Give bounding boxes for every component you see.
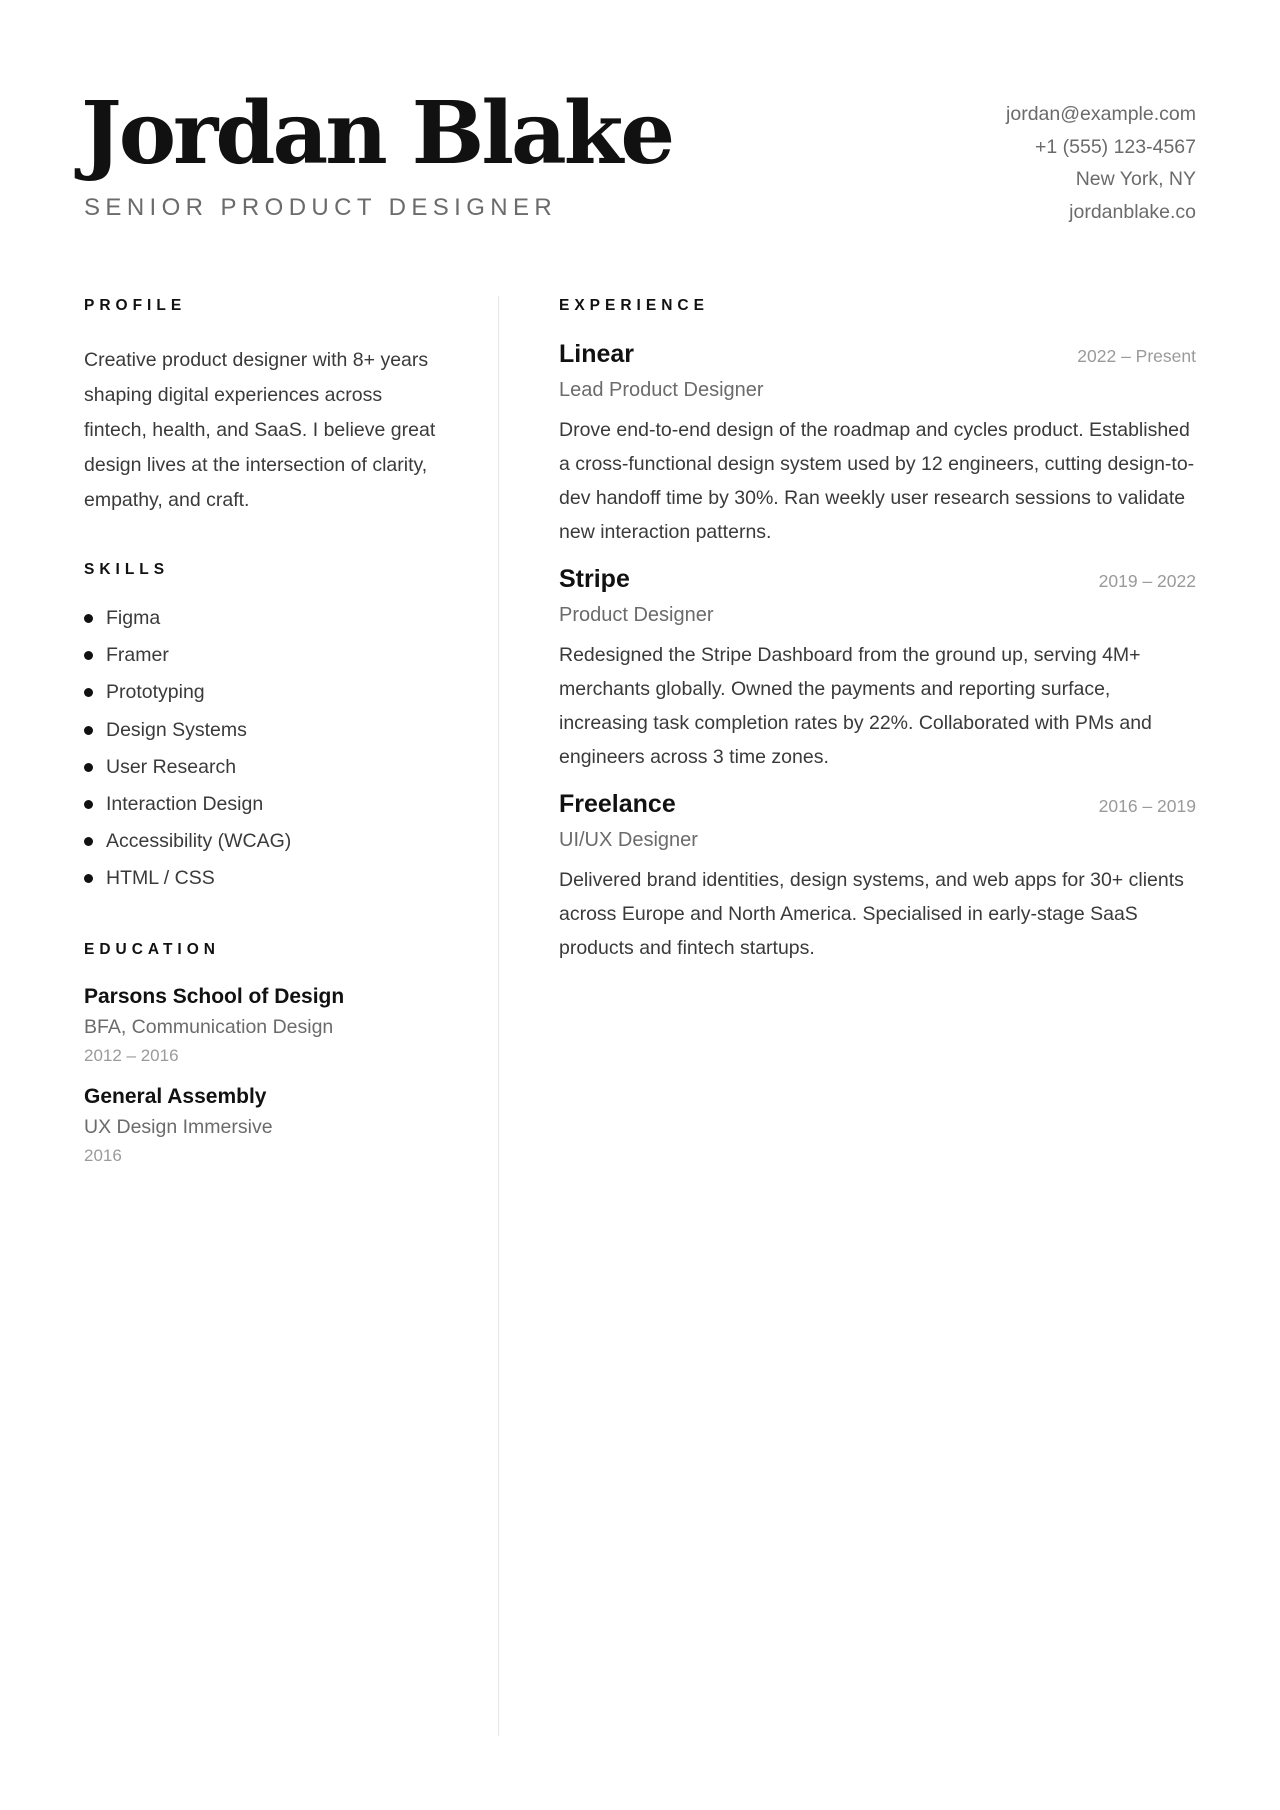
- job-description: Drove end-to-end design of the roadmap and cycles product. Established a cross-functional design system used by 12 engineers, cutting design-to-dev handoff time by 30%. Ran weekly user research sessions to validate new interaction patterns.: [559, 419, 1195, 543]
- education-entry: [84, 1082, 444, 1170]
- skill-label: Design Systems: [106, 718, 247, 741]
- skill-label: Prototyping: [106, 681, 205, 704]
- skill-item: [84, 674, 444, 711]
- employment-dates: 2019 – 2022: [1098, 571, 1196, 591]
- experience-section: [559, 296, 1196, 965]
- skill-item: [84, 749, 444, 786]
- candidate-name: Jordan Blake: [81, 83, 673, 184]
- job-description: Delivered brand identities, design systems, and web apps for 30+ clients across Europe and North America. Specialised in early-stage SaaS products and fintech startups.: [559, 869, 1184, 959]
- experience-header: [559, 786, 1196, 822]
- job-description: Redesigned the Stripe Dashboard from the ground up, serving 4M+ merchants globally. Owned the payments and reporting surface, increasing task completion rates by 22%. Collaborated with PMs and engineers across 3 time zones.: [559, 644, 1152, 768]
- right-column: [559, 296, 1196, 965]
- education-years: 2012 – 2016: [84, 1045, 179, 1065]
- employment-dates: 2016 – 2019: [1098, 796, 1196, 816]
- experience-heading: EXPERIENCE: [559, 297, 709, 314]
- job-role: Lead Product Designer: [559, 379, 764, 401]
- resume-page: [81, 0, 1196, 1810]
- company-name: Linear: [559, 340, 635, 368]
- skills-list: [84, 600, 444, 898]
- school-name: Parsons School of Design: [84, 984, 345, 1008]
- experience-entry: [559, 786, 1196, 965]
- bullet-icon: [84, 763, 93, 772]
- phone-number: +1 (555) 123-4567: [1035, 135, 1196, 158]
- degree: BFA, Communication Design: [84, 1015, 334, 1038]
- job-role: UI/UX Designer: [559, 829, 698, 851]
- contact-info: [1006, 98, 1196, 228]
- skill-item: [84, 860, 444, 897]
- email-link[interactable]: jordan@example.com: [1006, 103, 1196, 125]
- bullet-icon: [84, 688, 93, 697]
- bullet-icon: [84, 614, 93, 623]
- employment-dates: 2022 – Present: [1077, 346, 1196, 366]
- experience-header: [559, 336, 1196, 372]
- skills-section: [84, 560, 444, 898]
- education-entry: [84, 982, 444, 1070]
- left-column: [84, 296, 444, 1170]
- experience-entry: [559, 561, 1196, 774]
- skill-label: Figma: [106, 607, 161, 629]
- skill-item: [84, 600, 444, 637]
- job-title: SENIOR PRODUCT DESIGNER: [84, 194, 558, 221]
- degree: UX Design Immersive: [84, 1115, 273, 1138]
- skill-label: User Research: [106, 755, 237, 778]
- skills-heading: SKILLS: [84, 561, 170, 578]
- company-name: Stripe: [559, 565, 630, 593]
- bullet-icon: [84, 874, 93, 883]
- education-years: 2016: [84, 1145, 122, 1165]
- resume-header: [81, 82, 1196, 232]
- skill-label: HTML / CSS: [106, 867, 215, 890]
- bullet-icon: [84, 837, 93, 846]
- company-name: Freelance: [559, 790, 676, 818]
- skill-label: Framer: [106, 644, 169, 667]
- skill-item: [84, 786, 444, 823]
- bullet-icon: [84, 651, 93, 660]
- experience-entry: [559, 336, 1196, 549]
- profile-heading: PROFILE: [84, 297, 187, 314]
- profile-text: Creative product designer with 8+ years shaping digital experiences across fintech, health, and SaaS. I believe great design lives at the intersection of clarity, empathy, and craft.: [84, 349, 436, 511]
- skill-label: Accessibility (WCAG): [106, 830, 292, 853]
- bullet-icon: [84, 726, 93, 735]
- skill-item: [84, 823, 444, 860]
- school-name: General Assembly: [84, 1084, 267, 1108]
- skill-label: Interaction Design: [106, 793, 264, 816]
- skill-item: [84, 637, 444, 674]
- location: New York, NY: [1075, 168, 1196, 190]
- job-role: Product Designer: [559, 604, 714, 626]
- column-divider: [498, 296, 499, 1736]
- bullet-icon: [84, 800, 93, 809]
- experience-header: [559, 561, 1196, 597]
- profile-section: [84, 296, 444, 518]
- website-link[interactable]: jordanblake.co: [1069, 200, 1196, 223]
- education-heading: EDUCATION: [84, 940, 220, 958]
- education-section: [84, 940, 444, 1170]
- skill-item: [84, 712, 444, 749]
